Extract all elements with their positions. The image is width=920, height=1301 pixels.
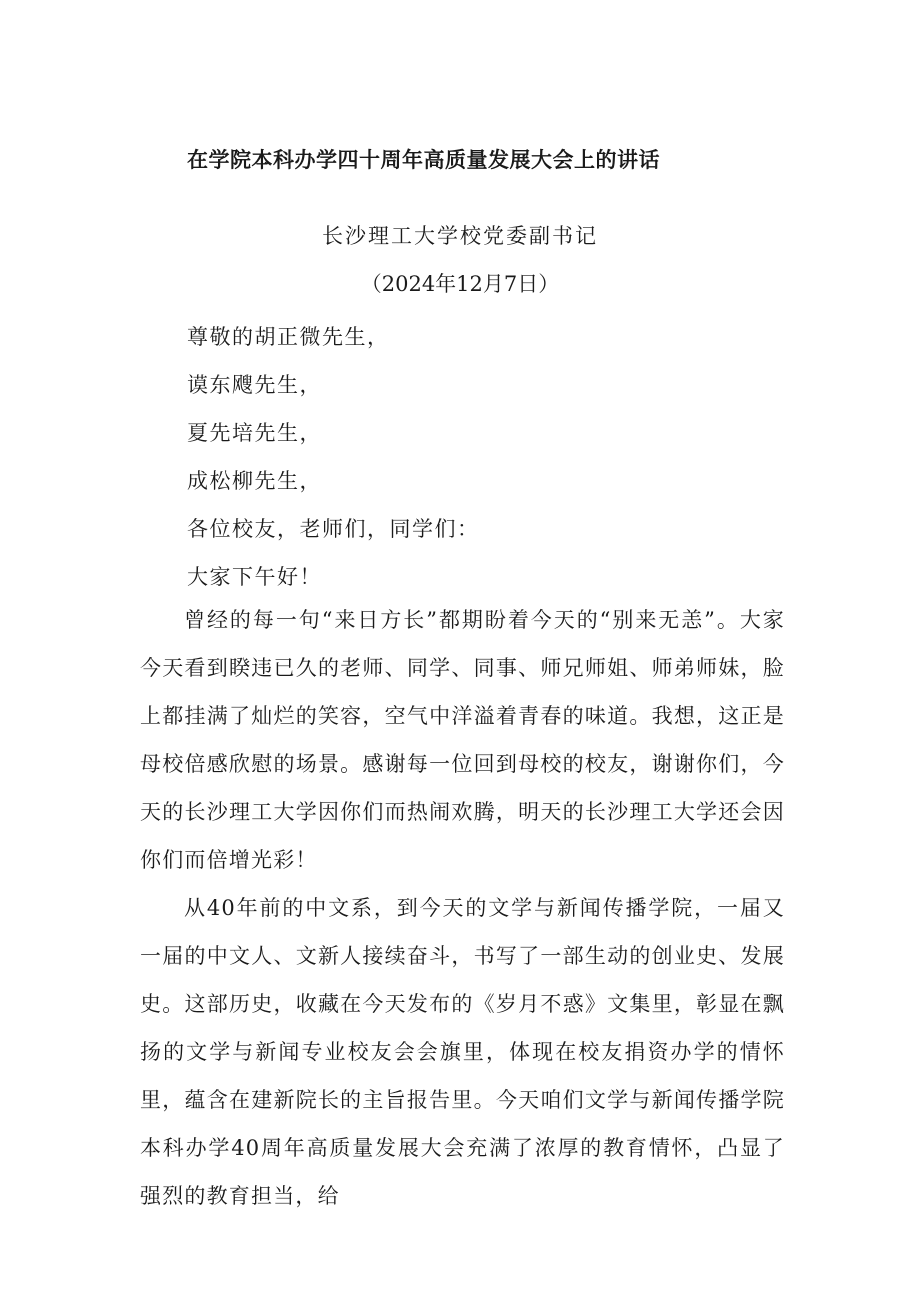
body-paragraph: 从40年前的中文系，到今天的文学与新闻传播学院，一届又一届的中文人、文新人接续奋斗，书写了一部生动的创业史、发展史。这部历史，收藏在今天发布的《岁月不惑》文集里，彰显在飘扬的文学与新闻专业校友会会旗里，体现在校友捐资办学的情怀里，蕴含在建新院长的主旨报告里。今天咱们文学与新闻传播学院本科办学40周年高质量发展大会充满了浓厚的教育情怀，凸显了强烈的教育担当，给 [140, 896, 785, 1208]
salutation-line: 谟东飕先生， [187, 373, 322, 397]
greeting-line: 大家下午好！ [187, 565, 322, 589]
body-paragraph: 曾经的每一句“来日方长”都期盼着今天的“别来无恙”。大家今天看到睽违已久的老师、同学、同事、师兄师姐、师弟师妹，脸上都挂满了灿烂的笑容，空气中洋溢着青春的味道。我想，这正是母校倍感欣慰的场景。感谢每一位回到母校的校友，谢谢你们，今天的长沙理工大学因你们而热闹欢腾，明天的长沙理工大学还会因你们而倍增光彩！ [140, 608, 785, 872]
salutation-line: 各位校友，老师们，同学们： [187, 517, 480, 541]
salutation-line: 成松柳先生， [187, 469, 322, 493]
salutation-list [187, 313, 480, 601]
speaker-line: 长沙理工大学校党委副书记 [322, 224, 598, 248]
speech-date: （2024年12月7日） [360, 272, 560, 296]
salutation-line: 夏先培先生， [187, 421, 322, 445]
salutation-line: 尊敬的胡正微先生， [187, 325, 390, 349]
document-title: 在学院本科办学四十周年高质量发展大会上的讲话 [187, 148, 660, 172]
